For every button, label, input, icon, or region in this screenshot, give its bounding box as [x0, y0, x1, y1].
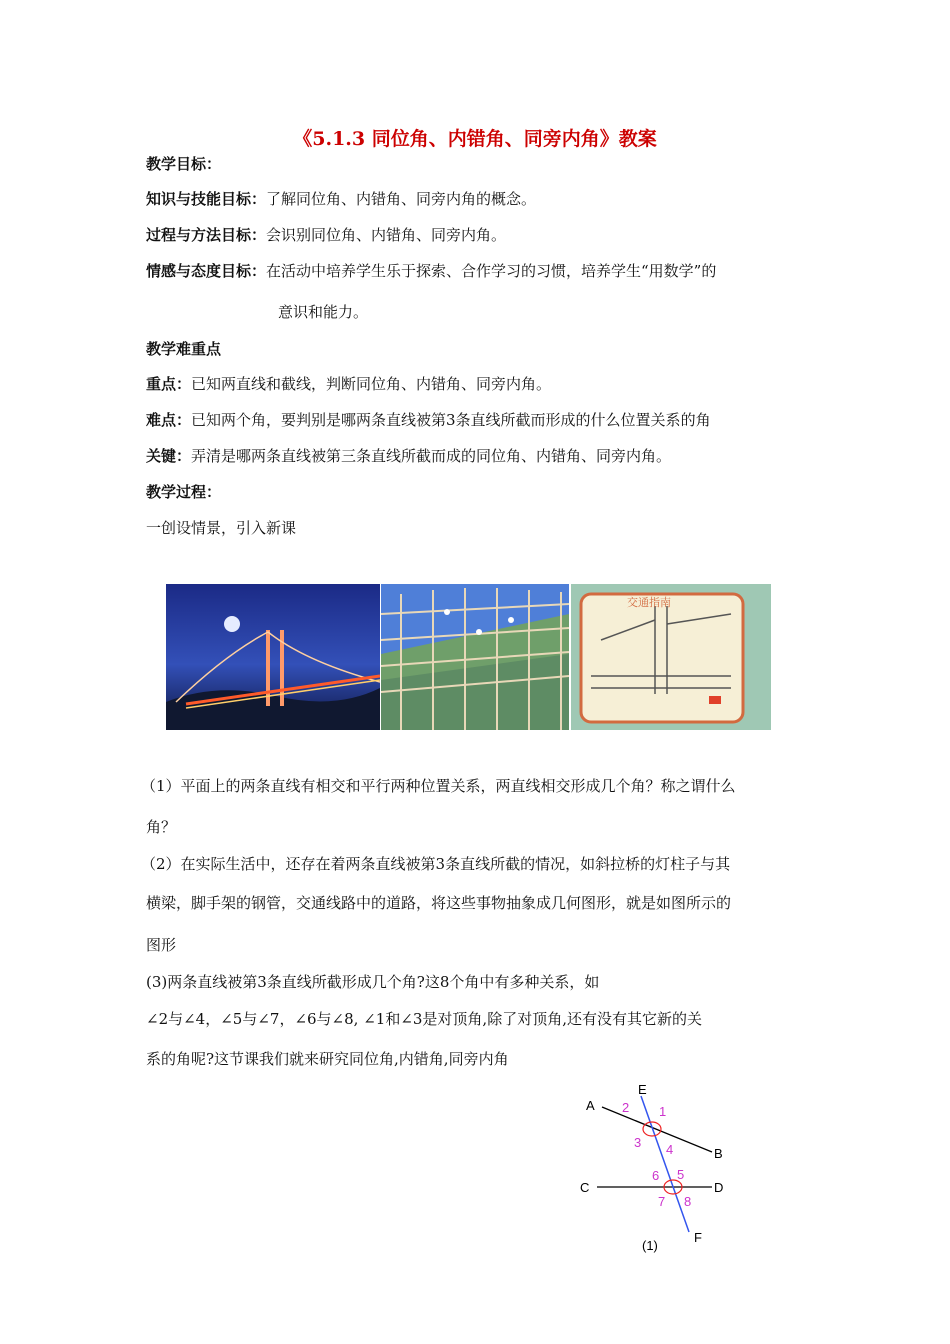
angle-7: 7	[658, 1194, 666, 1209]
difficulty-text: 已知两个角，要判别是哪两条直线被第3条直线所截而形成的什么位置关系的角	[191, 411, 711, 429]
angle-4: 4	[666, 1142, 674, 1157]
knowledge-text: 了解同位角、内错角、同旁内角的概念。	[266, 190, 537, 208]
scaffolding-photo	[381, 584, 569, 730]
step-1: 一创设情景，引入新课	[146, 519, 297, 537]
question-2-line-1: （2）在实际生活中，还存在着两条直线被第3条直线所截的情况，如斜拉桥的灯柱子与其	[141, 855, 731, 873]
process-goal	[146, 225, 506, 245]
point-e: E	[638, 1082, 647, 1097]
crux-label: 关键：	[146, 447, 192, 465]
point-d: D	[714, 1180, 724, 1195]
crux-text: 弄清是哪两条直线被第三条直线所截而成的同位角、内错角、同旁内角。	[191, 447, 672, 465]
point-f: F	[694, 1230, 702, 1245]
question-1-line-2: 角？	[146, 818, 177, 836]
question-1-line-1: （1）平面上的两条直线有相交和平行两种位置关系，两直线相交形成几个角？称之谓什么	[141, 777, 736, 795]
question-2-line-2: 横梁，脚手架的钢管，交通线路中的道路，将这些事物抽象成几何图形，就是如图所示的	[146, 894, 732, 912]
knowledge-goal	[146, 189, 536, 209]
attitude-goal	[146, 261, 716, 281]
map-title: 交通指南	[627, 596, 671, 609]
focus-row	[146, 374, 551, 394]
crux-row	[146, 446, 671, 466]
difficulty-label: 难点：	[146, 411, 192, 429]
process-text: 会识别同位角、内错角、同旁内角。	[266, 226, 507, 244]
figure-caption: (1)	[642, 1238, 658, 1253]
attitude-label: 情感与态度目标：	[146, 262, 267, 280]
attitude-text-1: 在活动中培养学生乐于探索、合作学习的习惯，培养学生“用数学”的	[266, 262, 717, 280]
process-label: 过程与方法目标：	[146, 226, 267, 244]
question-3-line-3: 系的角呢?这节课我们就来研究同位角,内错角,同旁内角	[146, 1050, 509, 1068]
difficulty-row	[146, 410, 711, 430]
point-c: C	[580, 1180, 590, 1195]
angle-2: 2	[622, 1100, 630, 1115]
line-ab	[602, 1107, 712, 1152]
question-2-line-3: 图形	[146, 936, 177, 954]
bridge-photo	[166, 584, 380, 730]
point-b: B	[714, 1146, 723, 1161]
question-3-line-1: (3)两条直线被第3条直线所截形成几个角?这8个角中有多种关系，如	[146, 973, 600, 991]
angle-1: 1	[659, 1104, 667, 1119]
transversal-figure	[572, 1082, 742, 1262]
focus-text: 已知两直线和截线，判断同位角、内错角、同旁内角。	[191, 375, 552, 393]
angle-3: 3	[634, 1135, 642, 1150]
key-heading: 教学难重点	[146, 340, 222, 358]
angle-6: 6	[652, 1168, 660, 1183]
question-3-line-2: ∠2与∠4，∠5与∠7，∠6与∠8, ∠1和∠3是对顶角,除了对顶角,还有没有其它新的关	[146, 1010, 702, 1028]
goals-heading: 教学目标：	[146, 155, 222, 173]
process-heading: 教学过程：	[146, 483, 222, 501]
angle-8: 8	[684, 1194, 692, 1209]
focus-label: 重点：	[146, 375, 192, 393]
page-title: 《5.1.3 同位角、内错角、同旁内角》教案	[293, 128, 657, 150]
angle-5: 5	[677, 1167, 685, 1182]
traffic-map-photo	[571, 584, 771, 730]
knowledge-label: 知识与技能目标：	[146, 190, 267, 208]
point-a: A	[586, 1098, 595, 1113]
attitude-text-2: 意识和能力。	[278, 303, 369, 321]
